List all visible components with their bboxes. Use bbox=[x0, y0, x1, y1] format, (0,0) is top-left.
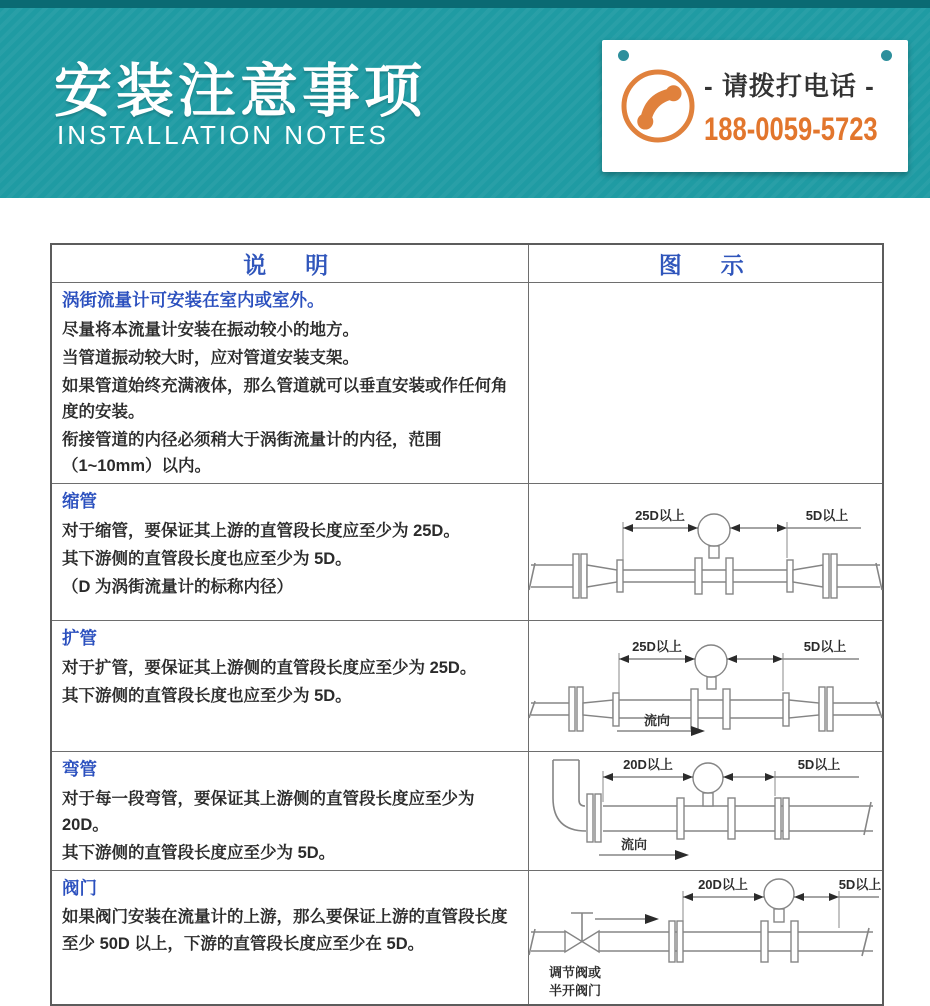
row-title: 阀门 bbox=[62, 877, 97, 898]
note-line: 当管道振动较大时，应对管道安装支架。 bbox=[62, 348, 359, 367]
table-header-row bbox=[51, 244, 883, 283]
valve-label-line2: 半开阀门 bbox=[548, 982, 601, 998]
row-title: 扩管 bbox=[62, 628, 97, 649]
dim-downstream-label: 5D以上 bbox=[838, 876, 882, 892]
note-line: 衔接管道的内径必须稍大于涡街流量计的内径，范围（1~10mm）以内。 bbox=[62, 430, 442, 475]
phone-label: - 请拨打电话 - bbox=[704, 71, 875, 101]
page-subtitle: INSTALLATION NOTES bbox=[57, 120, 389, 150]
pin-dot-right bbox=[881, 50, 892, 61]
flow-direction-label: 流向 bbox=[643, 713, 670, 729]
dim-upstream-label: 25D以上 bbox=[634, 508, 685, 524]
elbow-cell bbox=[51, 752, 528, 871]
header-top-strip bbox=[0, 0, 930, 8]
elbow-diagram-cell bbox=[528, 752, 883, 871]
header-banner bbox=[0, 0, 930, 198]
reducer-pipe-diagram bbox=[529, 484, 882, 615]
note-highlight: 涡街流量计可安装在室内或室外。 bbox=[62, 290, 325, 310]
column-header-illustration: 图 示 bbox=[528, 244, 883, 283]
column-header-description: 说 明 bbox=[51, 244, 528, 283]
note-line: 尽量将本流量计安装在振动较小的地方。 bbox=[62, 320, 359, 339]
dim-downstream-label: 5D以上 bbox=[805, 508, 849, 524]
note-line: 其下游侧的直管段长度也应至少为 5D。 bbox=[62, 549, 352, 568]
phone-icon bbox=[618, 66, 698, 146]
note-line: 如果管道始终充满液体，那么管道就可以垂直安装或作任何角度的安装。 bbox=[62, 376, 508, 421]
dim-downstream-label: 5D以上 bbox=[797, 757, 841, 773]
valve-cell bbox=[51, 870, 528, 1005]
note-line: 对于扩管，要保证其上游侧的直管段长度应至少为 25D。 bbox=[62, 658, 477, 677]
row-title: 缩管 bbox=[62, 491, 97, 512]
dim-upstream-label: 20D以上 bbox=[622, 757, 673, 773]
dim-downstream-label: 5D以上 bbox=[803, 639, 847, 655]
expander-diagram-cell bbox=[528, 621, 883, 752]
table-row bbox=[51, 752, 883, 871]
row-title: 弯管 bbox=[62, 759, 97, 780]
pin-dot-left bbox=[618, 50, 629, 61]
general-notes-cell bbox=[51, 283, 528, 484]
general-notes-figure-cell bbox=[528, 283, 883, 484]
valve-pipe-diagram bbox=[529, 871, 882, 999]
note-line: 其下游侧的直管段长度也应至少为 5D。 bbox=[62, 686, 352, 705]
valve-label-line1: 调节阀或 bbox=[548, 964, 601, 980]
note-line: 对于每一段弯管，要保证其上游侧的直管段长度应至少为 20D。 bbox=[62, 789, 475, 834]
table-row bbox=[51, 621, 883, 752]
dim-upstream-label: 20D以上 bbox=[697, 876, 748, 892]
reducer-cell bbox=[51, 484, 528, 621]
valve-diagram-cell bbox=[528, 870, 883, 1005]
elbow-pipe-diagram bbox=[529, 752, 882, 862]
note-line: 其下游侧的直管段长度应至少为 5D。 bbox=[62, 843, 336, 862]
note-line: 如果阀门安装在流量计的上游，那么要保证上游的直管段长度至少 50D 以上，下游的直管段长度应至少在 5D。 bbox=[62, 908, 508, 953]
note-line: 对于缩管，要保证其上游的直管段长度应至少为 25D。 bbox=[62, 521, 460, 540]
installation-spec-table bbox=[50, 243, 884, 1006]
phone-card bbox=[602, 40, 908, 172]
reducer-diagram-cell bbox=[528, 484, 883, 621]
table-row bbox=[51, 484, 883, 621]
page-title: 安装注意事项 bbox=[54, 59, 427, 124]
flow-direction-label: 流向 bbox=[620, 837, 647, 853]
dim-upstream-label: 25D以上 bbox=[631, 639, 682, 655]
expander-cell bbox=[51, 621, 528, 752]
phone-number: 188-0059-5723 bbox=[704, 111, 878, 147]
table-row bbox=[51, 870, 883, 1005]
table-row bbox=[51, 283, 883, 484]
phone-texts bbox=[704, 66, 904, 148]
expander-pipe-diagram bbox=[529, 621, 882, 746]
note-line: （D 为涡街流量计的标称内径） bbox=[62, 577, 293, 596]
